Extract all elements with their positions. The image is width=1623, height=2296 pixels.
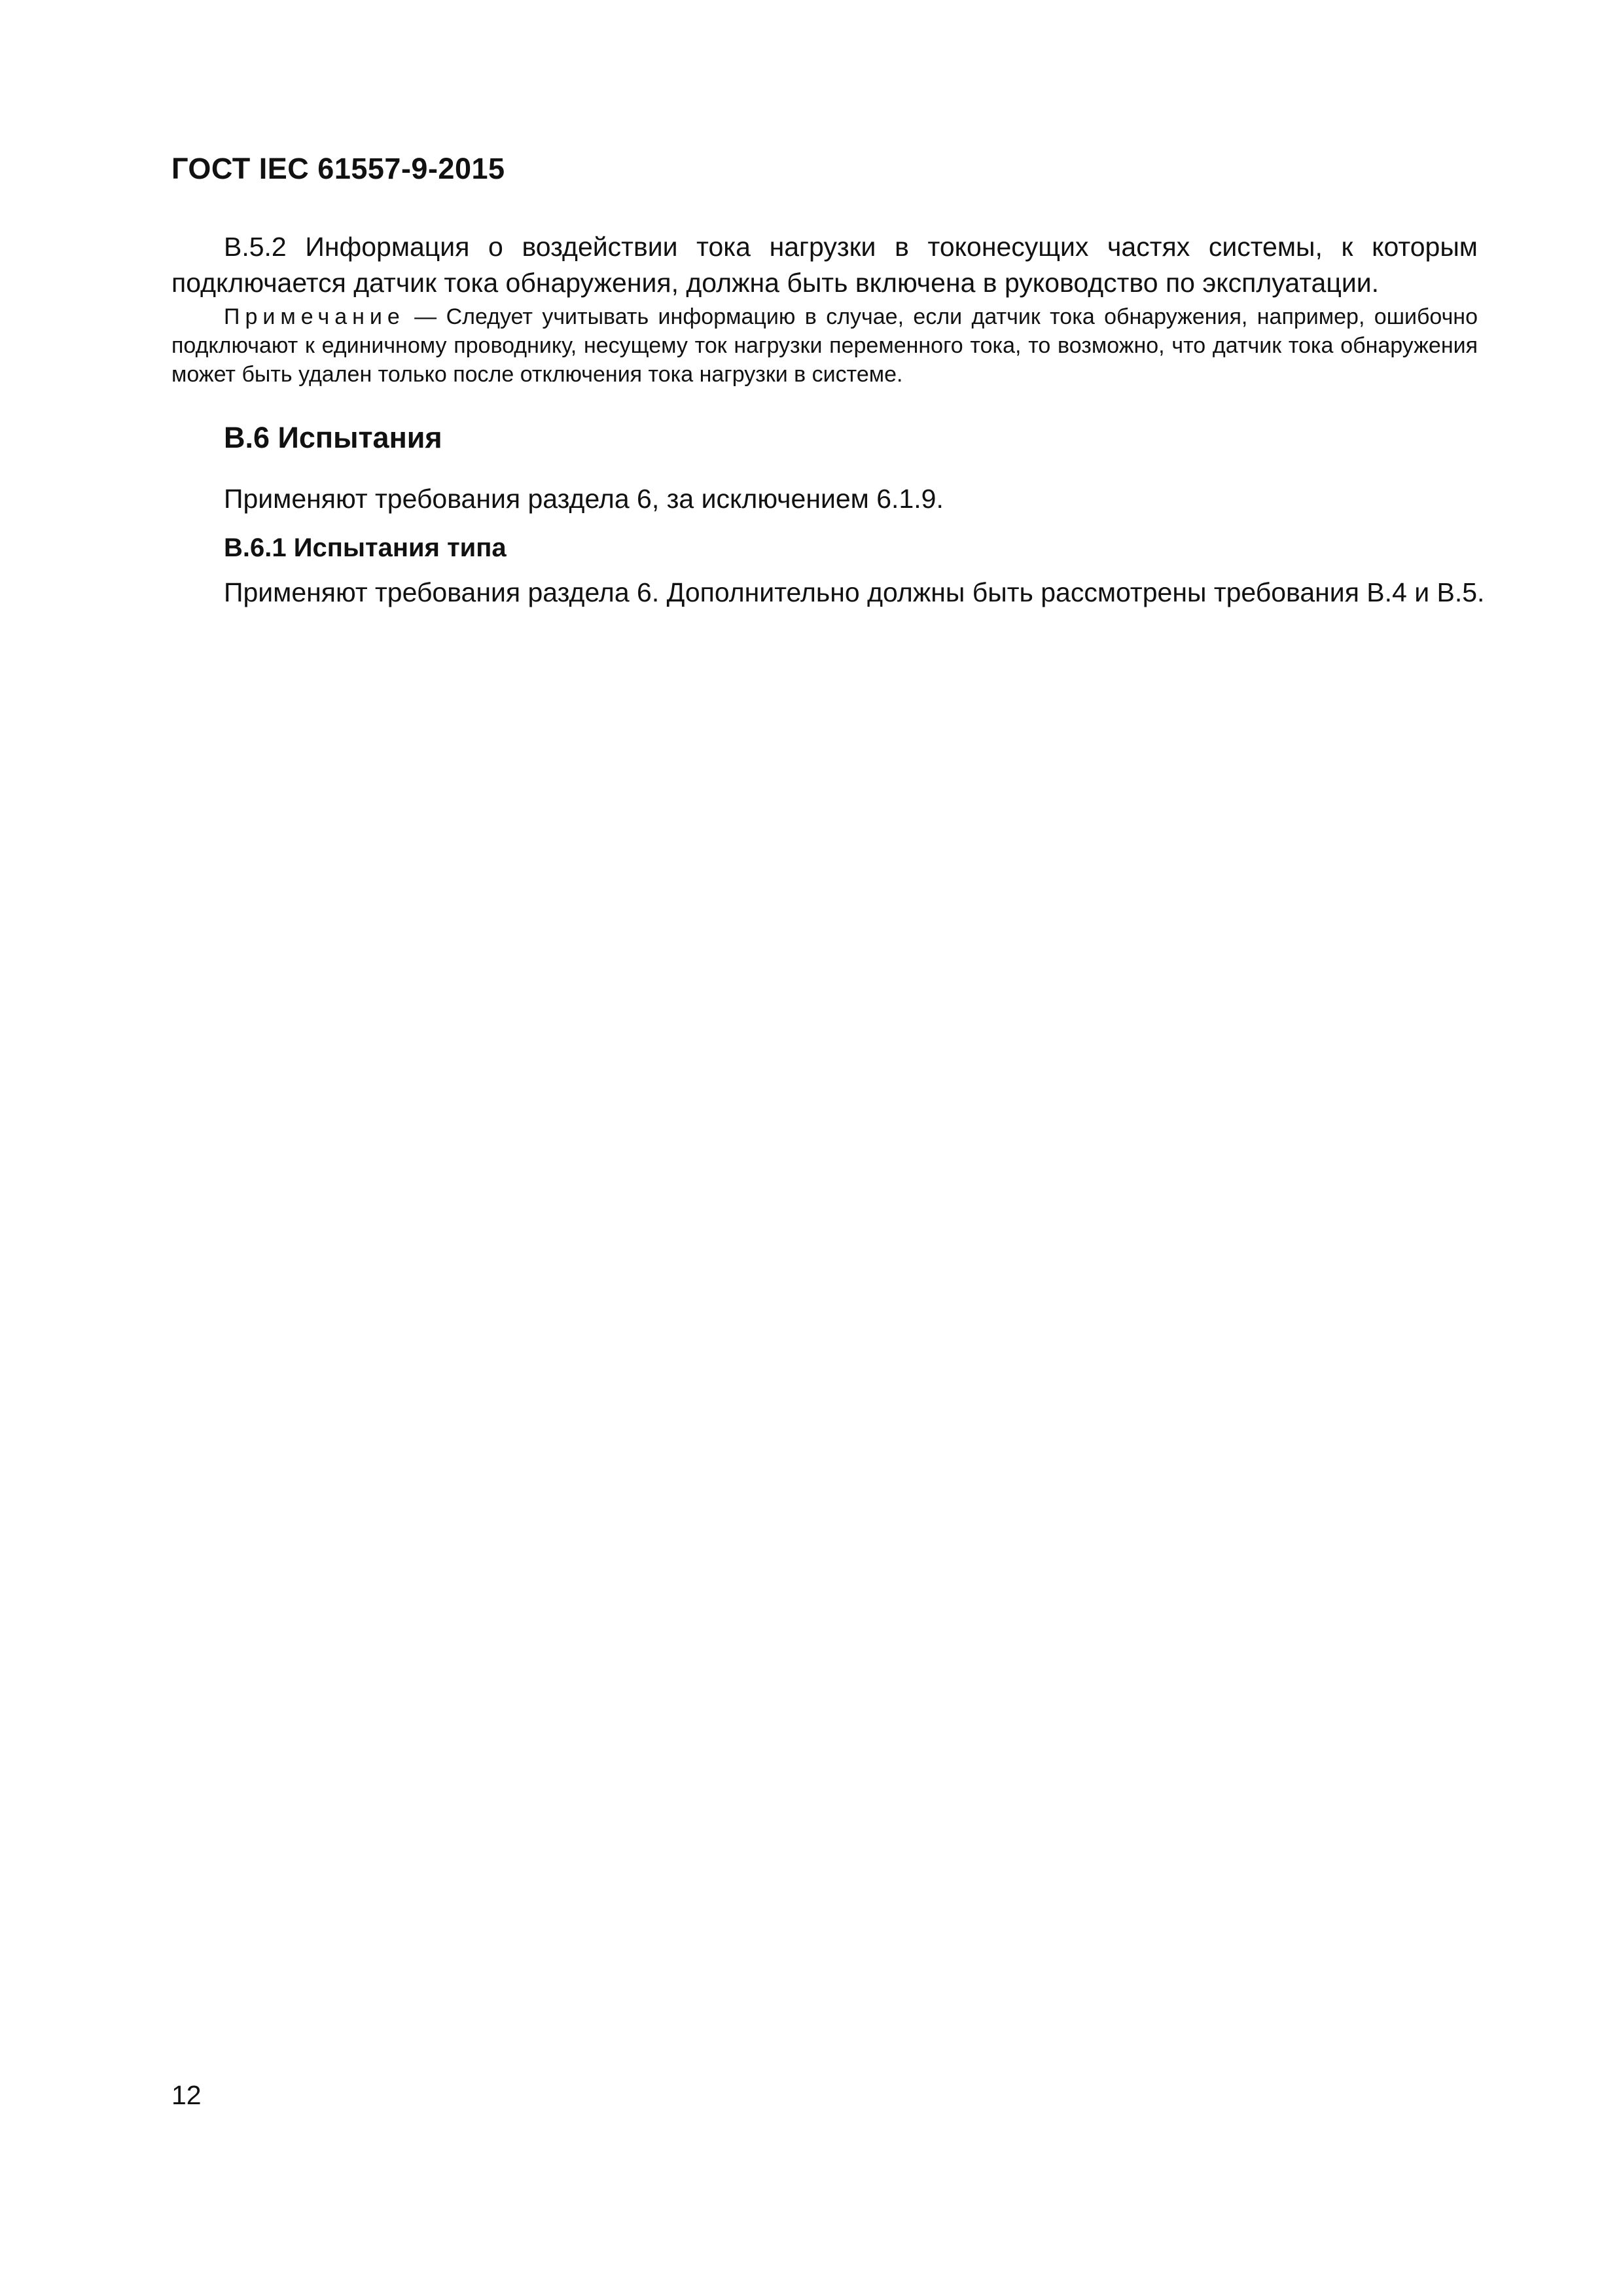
section-b6-paragraph: Применяют требования раздела 6, за исключением 6.1.9. bbox=[224, 484, 944, 514]
subsection-b61-paragraph: Применяют требования раздела 6. Дополнительно должны быть рассмотрены требования В.4 и В.5. bbox=[224, 577, 1485, 607]
subsection-b61-heading: В.6.1 Испытания типа bbox=[224, 533, 507, 562]
page-number: 12 bbox=[171, 2080, 202, 2110]
note-paragraph bbox=[171, 302, 1478, 389]
note-text: — Следует учитывать информацию в случае, если датчик тока обнаружения, например, ошибочно подключают к единичному проводнику, несущему ток нагрузки переменного тока, то возможно, что датчик тока обнаружения может быть удален только после отключения тока нагрузки в системе. bbox=[171, 304, 1478, 387]
section-b6-heading: В.6 Испытания bbox=[224, 421, 442, 454]
note-label: Примечание bbox=[224, 304, 405, 329]
document-header-title: ГОСТ IEC 61557-9-2015 bbox=[171, 152, 505, 185]
clause-b52-paragraph: В.5.2 Информация о воздействии тока нагрузки в токонесущих частях системы, к которым подключается датчик тока обнаружения, должна быть включена в руководство по эксплуатации. bbox=[171, 232, 1478, 298]
